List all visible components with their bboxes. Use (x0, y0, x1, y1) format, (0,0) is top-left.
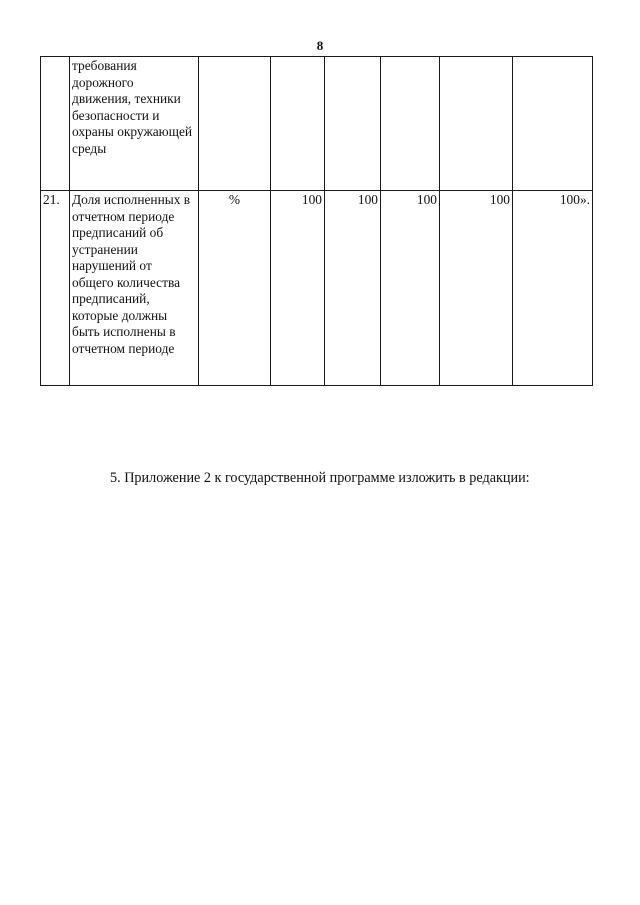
value-cell: 100 (325, 191, 381, 386)
value-cell: 100 (440, 191, 513, 386)
value-cell (381, 57, 440, 191)
page-number: 8 (316, 38, 324, 53)
value-cell: 100 (381, 191, 440, 386)
indicator-name-cell: Доля исполненных в отчетном периоде предписаний об устранении нарушений от общего количества предписаний, которые должны быть исполнены в отчетном периоде (70, 191, 199, 386)
amendment-instruction: 5. Приложение 2 к государственной программе изложить в редакции: (110, 470, 530, 486)
table-row (41, 191, 593, 386)
row-number-cell: 21. (41, 191, 70, 386)
row-number-cell (41, 57, 70, 191)
value-cell (271, 57, 325, 191)
table-row (41, 57, 593, 191)
value-cell (325, 57, 381, 191)
value-cell: 100 (271, 191, 325, 386)
value-cell (440, 57, 513, 191)
value-cell: 100». (513, 191, 593, 386)
indicators-table (40, 56, 593, 386)
value-cell (513, 57, 593, 191)
unit-cell: % (199, 191, 271, 386)
indicator-name-cell: требования дорожного движения, техники безопасности и охраны окружающей среды (70, 57, 199, 191)
unit-cell (199, 57, 271, 191)
